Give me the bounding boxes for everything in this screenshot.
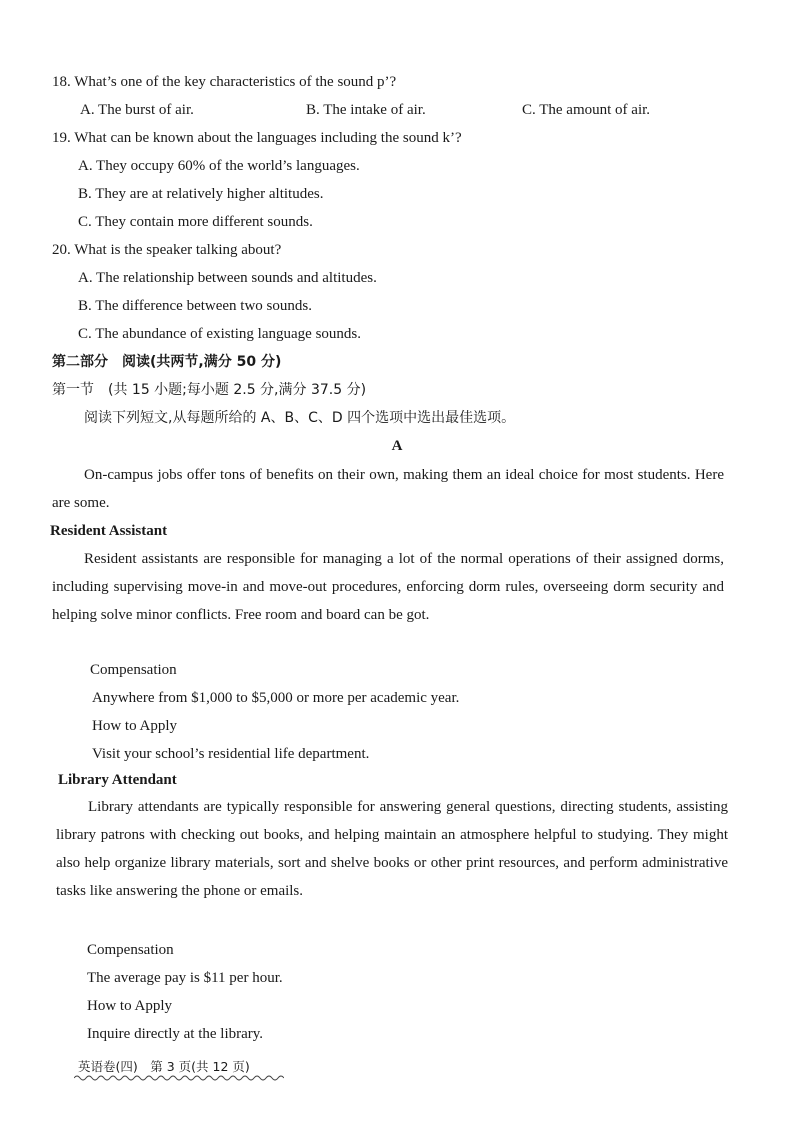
library-attendant-description <box>56 793 728 905</box>
library-attendant-description-text: Library attendants are typically responsible for answering general questions, directing students, assisting library patrons with checking out books, and helping maintain an atmosphere helpful to studying. They might also help organize library materials, sort and shelve books or other print resources, and perform administrative tasks like answering the phone or emails. <box>56 799 728 899</box>
question-19-option-a: A. They occupy 60% of the world’s languages. <box>78 158 360 174</box>
question-18-stem: 18. What’s one of the key characteristics of the sound p’? <box>52 74 397 90</box>
library-attendant-apply: Inquire directly at the library. <box>87 1026 264 1042</box>
page-footer: 英语卷(四) 第 3 页(共 12 页) <box>78 1059 250 1074</box>
question-19-stem: 19. What can be known about the languages including the sound k’? <box>52 130 462 146</box>
library-attendant-compensation-label: Compensation <box>87 942 174 958</box>
question-20-option-c: C. The abundance of existing language sounds. <box>78 326 361 342</box>
passage-intro <box>52 461 724 517</box>
job-title-resident-assistant: Resident Assistant <box>50 523 168 539</box>
question-18-option-a: A. The burst of air. <box>80 102 194 118</box>
footer-wave-decoration <box>74 1074 284 1082</box>
resident-assistant-apply-label: How to Apply <box>92 718 178 734</box>
question-20-option-b: B. The difference between two sounds. <box>78 298 312 314</box>
part2-instruction: 阅读下列短文,从每题所给的 A、B、C、D 四个选项中选出最佳选项。 <box>84 410 516 426</box>
question-18-option-b: B. The intake of air. <box>306 102 426 118</box>
question-19-option-b: B. They are at relatively higher altitudes. <box>78 186 324 202</box>
resident-assistant-apply: Visit your school’s residential life department. <box>92 746 370 762</box>
resident-assistant-description <box>52 545 724 629</box>
question-20-option-a: A. The relationship between sounds and altitudes. <box>78 270 377 286</box>
resident-assistant-compensation-label: Compensation <box>90 662 177 678</box>
part2-title: 第二部分 阅读(共两节,满分 50 分) <box>52 354 282 370</box>
resident-assistant-compensation: Anywhere from $1,000 to $5,000 or more per academic year. <box>92 690 460 706</box>
job-title-library-attendant: Library Attendant <box>58 772 177 788</box>
question-19-option-c: C. They contain more different sounds. <box>78 214 313 230</box>
passage-intro-text: On-campus jobs offer tons of benefits on their own, making them an ideal choice for most students. Here are some. <box>52 467 724 511</box>
question-20-stem: 20. What is the speaker talking about? <box>52 242 282 258</box>
part2-section1: 第一节 (共 15 小题;每小题 2.5 分,满分 37.5 分) <box>52 382 367 398</box>
library-attendant-compensation: The average pay is $11 per hour. <box>87 970 283 986</box>
library-attendant-apply-label: How to Apply <box>87 998 173 1014</box>
resident-assistant-description-text: Resident assistants are responsible for managing a lot of the normal operations of their assigned dorms, including supervising move-in and move-out procedures, enforcing dorm rules, overseeing dorm security and helping solve minor conflicts. Free room and board can be got. <box>52 551 724 623</box>
passage-letter: A <box>391 438 403 454</box>
question-18-option-c: C. The amount of air. <box>522 102 651 118</box>
